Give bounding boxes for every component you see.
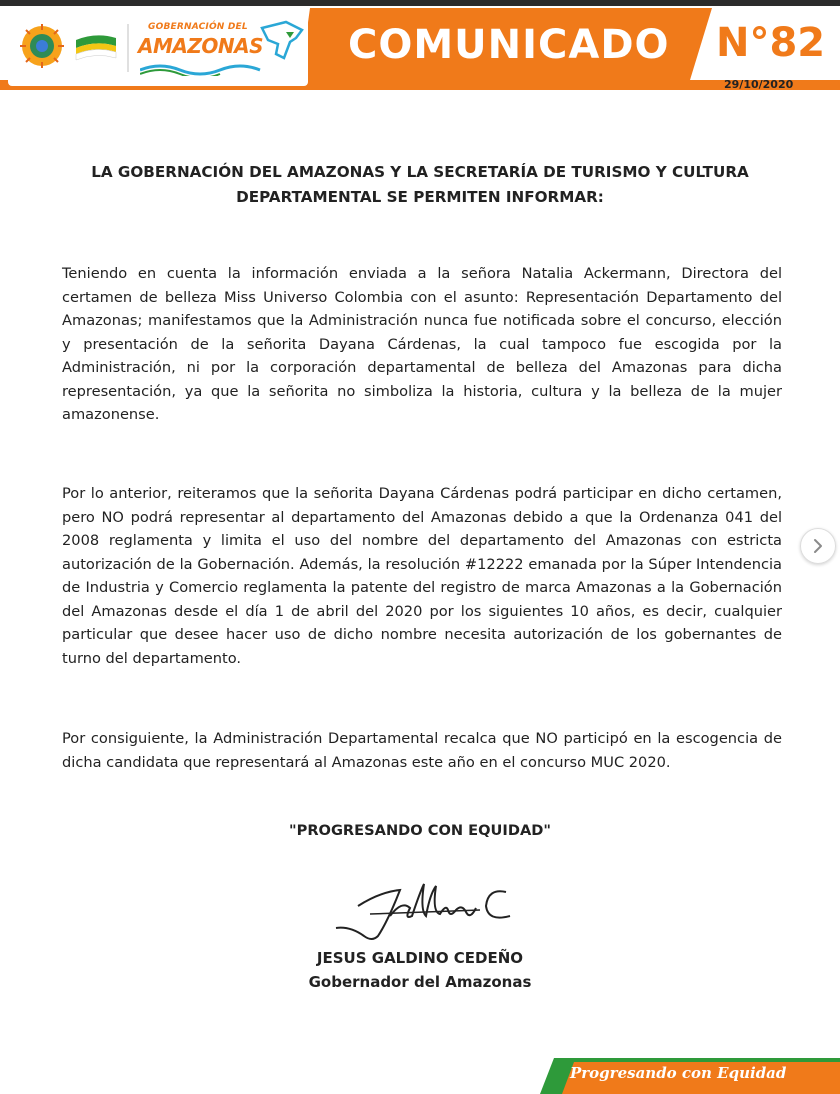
slogan: "PROGRESANDO CON EQUIDAD" bbox=[289, 822, 551, 839]
header bbox=[0, 6, 840, 102]
carousel-next-button[interactable] bbox=[800, 528, 836, 564]
heading-line-1: LA GOBERNACIÓN DEL AMAZONAS Y LA SECRETARÍA DE TURISMO Y CULTURA bbox=[91, 163, 749, 181]
bulletin-date: 29/10/2020 bbox=[724, 78, 794, 91]
logo-area bbox=[8, 10, 308, 86]
sun-seal-icon bbox=[20, 24, 64, 68]
paragraph-1: Teniendo en cuenta la información enviada a la señora Natalia Ackermann, Directora del certamen de belleza Miss Universo Colombia con el asunto: Representación Departamento del Amazonas; manifestamos que la Administración nunca fue notificada sobre el concurso, elección y presentación de la señorita Dayana Cárdenas, la cual tampoco fue escogida por la Administración, ni por la corporación departamental de belleza del Amazonas para dicha representación, ya que la señorita no simboliza la historia, cultura y la belleza de la mujer amazonense. bbox=[62, 265, 782, 423]
paragraph-3: Por consiguiente, la Administración Departamental recalca que NO participó en la escogencia de dicha candidata que representará al Amazonas este año en el concurso MUC 2020. bbox=[62, 730, 782, 771]
paragraph-2: Por lo anterior, reiteramos que la señorita Dayana Cárdenas podrá participar en dicho certamen, pero NO podrá representar al departamento del Amazonas debido a que la Ordenanza 041 del 2008 reglamenta y limita el uso del nombre del departamento del Amazonas con estricta autorización de la Gobernación. Además, la resolución #12222 emanada por la Súper Intendencia de Industria y Comercio reglamenta la patente del registro de marca Amazonas a la Gobernación del Amazonas desde el día 1 de abril del 2020 por los siguientes 10 años, es decir, cualquier particular que desee hacer uso de dicho nombre necesita autorización de los gobernantes de turno del departamento. bbox=[62, 485, 782, 667]
chevron-right-icon bbox=[810, 537, 826, 555]
bulletin-number: N°82 bbox=[716, 20, 826, 66]
logo-divider bbox=[127, 24, 129, 72]
footer-tagline: Progresando con Equidad bbox=[570, 1064, 787, 1082]
heading-line-2: DEPARTAMENTAL SE PERMITEN INFORMAR: bbox=[236, 188, 604, 206]
org-name-small: GOBERNACIÓN DEL bbox=[148, 22, 248, 32]
signer-block bbox=[260, 946, 580, 994]
signer-role: Gobernador del Amazonas bbox=[308, 973, 532, 991]
header-title: COMUNICADO bbox=[348, 22, 670, 68]
handwritten-signature bbox=[330, 870, 530, 950]
document-heading bbox=[60, 160, 780, 210]
map-outline-icon bbox=[256, 18, 308, 66]
signer-name: JESUS GALDINO CEDEÑO bbox=[316, 949, 524, 967]
org-name-big: AMAZONAS bbox=[138, 34, 263, 58]
flag-icon bbox=[72, 30, 120, 64]
